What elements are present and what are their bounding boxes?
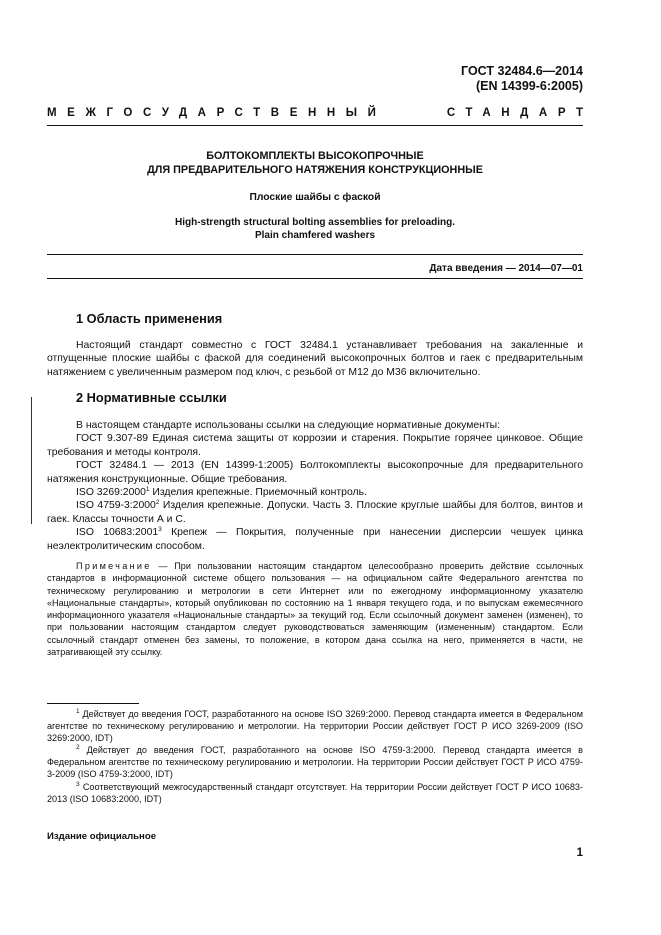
footnote-1	[47, 708, 583, 744]
date-rule	[47, 278, 583, 279]
footnote-text: Соответствующий межгосударственный стандарт отсутствует. На территории России действует ГОСТ Р ИСО 10683-2013 (ISO 10683:2000, IDT)	[47, 781, 583, 804]
section2-intro: В настоящем стандарте использованы ссылки на следующие нормативные документы:	[76, 420, 500, 431]
footnote-rule	[47, 703, 139, 704]
note-block	[47, 560, 583, 658]
standard-number-en: (EN 14399-6:2005)	[475, 79, 583, 93]
footnote-3	[47, 781, 583, 805]
footnote-mark: 2	[76, 744, 80, 752]
reference-code: ISO 3269:2000	[76, 487, 146, 499]
reference-code: ISO 4759-3:2000	[76, 500, 156, 512]
page-number: 1	[576, 847, 583, 859]
section1-text: Настоящий стандарт совместно с ГОСТ 32484.1 устанавливает требования на закаленные и отпущенные плоские шайбы с фаской для соединений высокопрочных болтов и гаек с предварительным натяжением с увеличенным размером под ключ, с резьбой от М12 до М36 включительно.	[47, 340, 583, 378]
reference-gost-9-307: ГОСТ 9.307-89 Единая система защиты от коррозии и старения. Покрытие горячее цинковое. Общие требования и методы контроля.	[47, 433, 583, 458]
title-en-line2: Plain chamfered washers	[254, 230, 376, 241]
note-text: — При пользовании настоящим стандартом целесообразно проверить действие ссылочных стандартов в информационной системе общего пользования — на официальном сайте Федерального агентства по техническому регулированию и метрологии в сети Интернет или по ежегодному информационному указателю «Национальные стандарты», который опубликован по состоянию на 1 января текущего года, и по выпускам ежемесячного информационного указателя «Национальные стандарты» за текущий год. Если ссылочный документ заменен (изменен), то при пользовании настоящим стандартом следует руководствоваться заменяющим (измененным) стандартом. Если ссылочный стандарт отменен без замены, то положение, в котором дана ссылка на него, применяется в части, не затрагивающей эту ссылку.	[47, 561, 583, 658]
interstate-standard-line	[47, 107, 594, 119]
reference-iso-4759-3	[47, 499, 583, 526]
reference-iso-3269	[47, 486, 583, 499]
interstate-word: МЕЖГОСУДАРСТВЕННЫЙ	[47, 107, 387, 119]
header-rule	[47, 125, 583, 126]
reference-iso-10683	[47, 526, 583, 553]
title-rule	[47, 254, 583, 255]
section2-heading: 2 Нормативные ссылки	[76, 390, 227, 405]
margin-change-bar	[31, 397, 32, 524]
footnote-mark: 2	[155, 499, 160, 507]
reference-code: ISO 10683:2001	[76, 527, 159, 539]
note-label: Примечание	[76, 561, 152, 571]
title-ru	[47, 150, 583, 177]
footnote-mark: 1	[76, 708, 80, 715]
note-paragraph	[47, 560, 583, 658]
section1-body	[47, 339, 583, 379]
footnotes	[47, 708, 583, 805]
title-ru-line1: БОЛТОКОМПЛЕКТЫ ВЫСОКОПРОЧНЫЕ	[206, 150, 424, 162]
standard-number: ГОСТ 32484.6—2014	[461, 64, 583, 78]
footnote-text: Действует до введения ГОСТ, разработанного на основе ISO 4759-3:2000. Перевод стандарта имеется в Федеральном агентстве по техническому регулированию и метрологии. На территории России действует ГОСТ Р ИСО 4759-3-2009 (ISO 4759-3:2000, IDT)	[47, 745, 583, 780]
reference-title: Изделия крепежные. Допуски. Часть 3. Плоские круглые шайбы для болтов, винтов и гаек. Классы точности А и С.	[47, 500, 583, 525]
section2-body	[47, 419, 583, 553]
standard-word: СТАНДАРТ	[446, 107, 594, 119]
footnote-mark: 1	[145, 486, 150, 494]
footnote-2	[47, 744, 583, 780]
footnote-mark: 3	[158, 526, 162, 534]
title-en-line1: High-strength structural bolting assemblies for preloading.	[174, 217, 456, 228]
subtitle-ru: Плоские шайбы с фаской	[249, 192, 381, 203]
footnote-mark: 3	[76, 780, 80, 788]
standard-id	[461, 64, 583, 94]
intro-date: Дата введения — 2014—07—01	[429, 263, 583, 274]
footnote-text: Действует до введения ГОСТ, разработанного на основе ISO 3269:2000. Перевод стандарта имеется в Федеральном агентстве по техническому регулированию и метрологии. На территории России действует ГОСТ Р ИСО 3269-2009 (ISO 3269:2000, IDT)	[47, 709, 583, 744]
title-ru-line2: ДЛЯ ПРЕДВАРИТЕЛЬНОГО НАТЯЖЕНИЯ КОНСТРУКЦИОННЫЕ	[147, 163, 483, 176]
reference-title: Крепеж — Покрытия, полученные при нанесении дисперсии чешуек цинка неэлектролитическим способом.	[47, 527, 583, 552]
official-edition-label: Издание официальное	[47, 831, 157, 842]
title-en	[47, 216, 583, 242]
reference-title: Изделия крепежные. Приемочный контроль.	[149, 487, 367, 499]
section1-heading: 1 Область применения	[76, 311, 223, 326]
reference-gost-32484-1: ГОСТ 32484.1 — 2013 (EN 14399-1:2005) Болтокомплекты высокопрочные для предварительного натяжения конструкционные. Общие требования.	[47, 460, 583, 485]
